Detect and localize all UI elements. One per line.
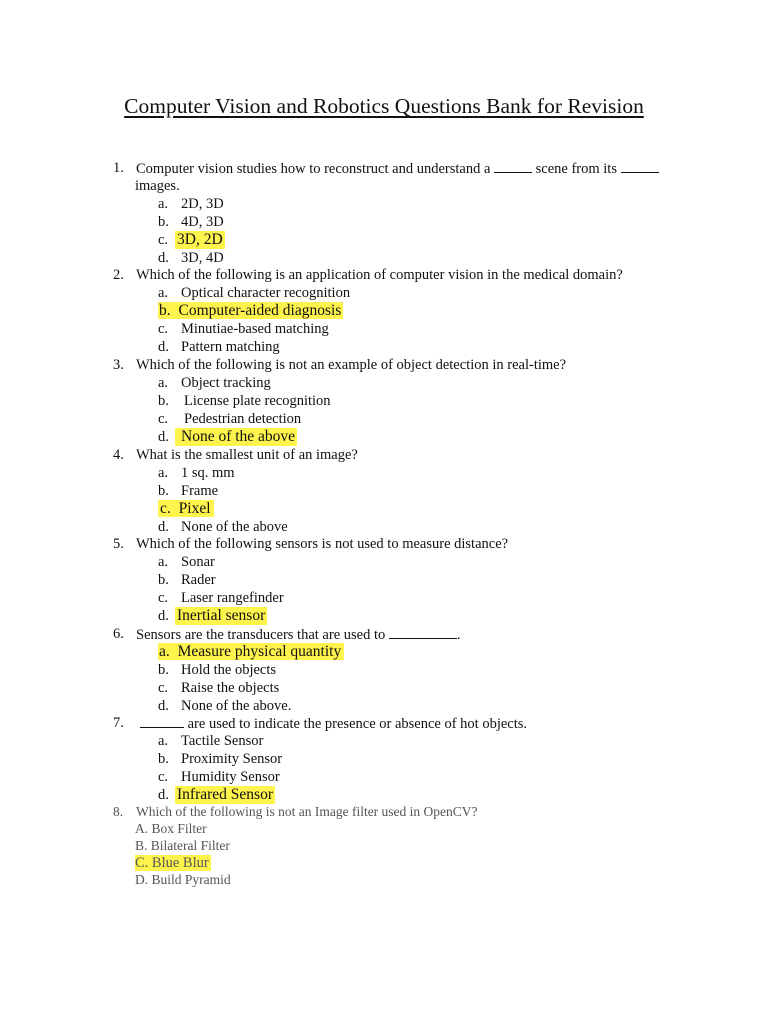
- answer-highlight: Inertial sensor: [177, 607, 266, 624]
- option-b: b. Proximity Sensor: [158, 751, 283, 767]
- question-number: 4.: [113, 447, 124, 463]
- question-number: 7.: [113, 715, 124, 731]
- option-c-answer: [158, 500, 214, 518]
- question-7: [113, 714, 528, 732]
- question-text: What is the smallest unit of an image?: [136, 447, 358, 463]
- question-number: 3.: [113, 357, 124, 373]
- question-number: 8.: [113, 804, 124, 819]
- option-c-answer: [135, 854, 211, 872]
- option-d-answer: d. Infrared Sensor: [158, 786, 273, 803]
- question-number: 2.: [113, 267, 124, 283]
- question-text: are used to indicate the presence or absence of hot objects.: [140, 714, 527, 733]
- question-8: [113, 803, 478, 821]
- question-number: 6.: [113, 626, 124, 642]
- option-b-answer: [158, 302, 343, 320]
- question-5: [113, 535, 509, 553]
- option-a-answer: [158, 643, 344, 661]
- option-d-answer: d. None of the above: [158, 428, 296, 445]
- option-c-answer: c. 3D, 2D: [158, 231, 223, 248]
- question-text-continued: images.: [135, 178, 180, 194]
- option-c: c. Humidity Sensor: [158, 769, 280, 785]
- option-b: b. License plate recognition: [158, 393, 331, 409]
- answer-highlight: b. Computer-aided diagnosis: [159, 302, 342, 319]
- question-text: Which of the following sensors is not used to measure distance?: [136, 536, 509, 552]
- answer-highlight: 3D, 2D: [177, 231, 223, 248]
- option-a: a. Tactile Sensor: [158, 733, 264, 749]
- answer-highlight: Infrared Sensor: [177, 786, 273, 803]
- option-a: a. Optical character recognition: [158, 285, 351, 301]
- option-d: d. None of the above: [158, 519, 288, 535]
- answer-blank: [621, 159, 659, 173]
- option-b: B. Bilateral Filter: [135, 838, 230, 853]
- question-text: Which of the following is not an example of object detection in real-time?: [136, 357, 567, 373]
- page-title: Computer Vision and Robotics Questions Bank for Revision: [124, 94, 644, 118]
- question-3: [113, 356, 567, 374]
- option-b: b. Rader: [158, 572, 216, 588]
- question-4: [113, 446, 358, 464]
- answer-highlight: a. Measure physical quantity: [158, 643, 344, 660]
- answer-blank: [140, 714, 184, 728]
- answer-blank: [389, 625, 457, 639]
- answer-blank: [494, 159, 532, 173]
- question-text: Which of the following is not an Image filter used in OpenCV?: [136, 804, 478, 819]
- option-d: d. Pattern matching: [158, 339, 280, 355]
- option-d: d. None of the above.: [158, 698, 292, 714]
- option-a: A. Box Filter: [135, 821, 207, 836]
- option-a: a. Sonar: [158, 554, 215, 570]
- answer-highlight: c. Pixel: [158, 500, 214, 517]
- option-c: c. Minutiae-based matching: [158, 321, 329, 337]
- question-1: [113, 159, 621, 177]
- option-d: D. Build Pyramid: [135, 872, 231, 887]
- option-d: d. 3D, 4D: [158, 250, 224, 266]
- option-a: a. Object tracking: [158, 375, 271, 391]
- option-c: c. Pedestrian detection: [158, 411, 302, 427]
- question-text: Which of the following is an application of computer vision in the medical domain?: [136, 267, 623, 283]
- answer-highlight: None of the above: [175, 428, 297, 446]
- option-d-answer: d. Inertial sensor: [158, 607, 266, 624]
- question-number: 1.: [113, 160, 124, 176]
- option-b: b. 4D, 3D: [158, 214, 224, 230]
- answer-highlight: C. Blue Blur: [135, 855, 209, 871]
- option-b: b. Hold the objects: [158, 662, 277, 678]
- option-b: b. Frame: [158, 483, 219, 499]
- question-text: Computer vision studies how to reconstruct and understand a scene from its: [136, 159, 696, 178]
- option-c: c. Raise the objects: [158, 680, 280, 696]
- option-a: a. 2D, 3D: [158, 196, 224, 212]
- question-number: 5.: [113, 536, 124, 552]
- option-c: c. Laser rangefinder: [158, 590, 284, 606]
- question-6: [113, 625, 461, 643]
- question-2: [113, 266, 623, 284]
- option-a: a. 1 sq. mm: [158, 465, 235, 481]
- question-text: Sensors are the transducers that are used to .: [136, 627, 461, 643]
